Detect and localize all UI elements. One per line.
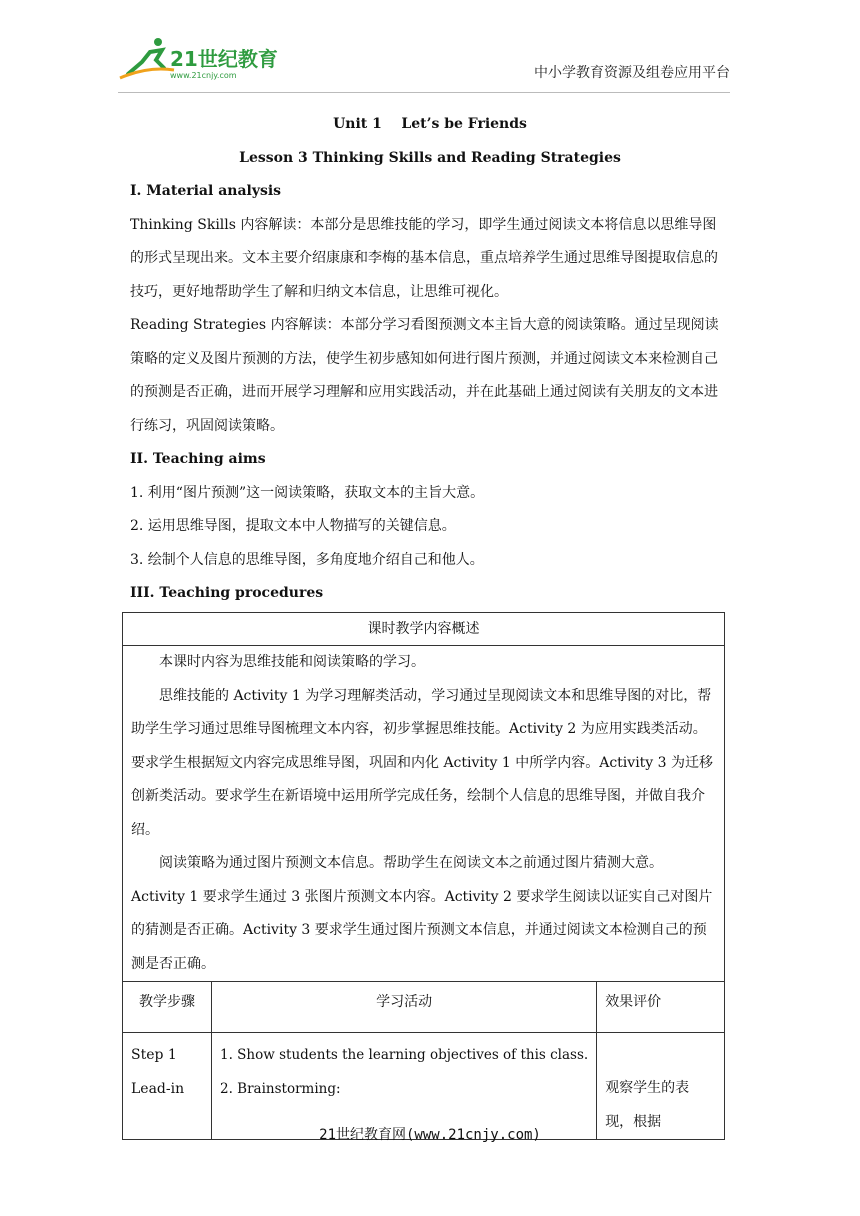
activity-item: 1. Show students the learning objectives of this class. bbox=[220, 1047, 589, 1063]
section-teaching-aims: II. Teaching aims bbox=[130, 451, 266, 467]
col-header-step: 教学步骤 bbox=[123, 982, 212, 1033]
aim-item: 1. 利用“图片预测”这一阅读策略，获取文本的主旨大意。 bbox=[130, 484, 485, 501]
document-body bbox=[130, 108, 730, 611]
unit-title: Unit 1 Let’s be Friends bbox=[333, 116, 527, 132]
platform-name: 中小学教育资源及组卷应用平台 bbox=[534, 65, 730, 81]
eval-cell: 观察学生的表现，根据 bbox=[597, 1033, 725, 1140]
page-header bbox=[0, 0, 860, 100]
col-header-eval: 效果评价 bbox=[597, 982, 725, 1033]
step-number: Step 1 bbox=[131, 1047, 177, 1063]
col-header-activity: 学习活动 bbox=[212, 982, 597, 1033]
reading-strategies-paragraph: Reading Strategies 内容解读：本部分学习看图预测文本主旨大意的阅读策略。通过呈现阅读策略的定义及图片预测的方法，使学生初步感知如何进行图片预测，并通过阅读文本来检测自己的预测是否正确，进而开展学习理解和应用实践活动，并在此基础上通过阅读有关朋友的文本进行练习，巩固阅读策略。 bbox=[130, 317, 719, 434]
runner-logo-icon bbox=[120, 38, 174, 78]
aim-item: 2. 运用思维导图，提取文本中人物描写的关键信息。 bbox=[130, 518, 456, 534]
procedures-table bbox=[122, 612, 725, 1140]
summary-paragraph: 思维技能的 Activity 1 为学习理解类活动，学习通过呈现阅读文本和思维导图的对比，帮助学生学习通过思维导图梳理文本内容，初步掌握思维技能。Activity 2 为应用实践类活动。要求学生根据短文内容完成思维导图，巩固和内化 Activity 1 中所学内容。Activity 3 为迁移创新类活动。要求学生在新语境中运用所学完成任务，绘制个人信息的思维导图，并做自我介绍。 bbox=[131, 687, 714, 838]
lesson-title: Lesson 3 Thinking Skills and Reading Strategies bbox=[239, 149, 621, 166]
svg-text:www.21cnjy.com: www.21cnjy.com bbox=[170, 71, 237, 80]
activity-item: 2. Brainstorming: bbox=[220, 1080, 341, 1097]
thinking-skills-paragraph: Thinking Skills 内容解读：本部分是思维技能的学习，即学生通过阅读文本将信息以思维导图的形式呈现出来。文本主要介绍康康和李梅的基本信息，重点培养学生通过思维导图提取信息的技巧，更好地帮助学生了解和归纳文本信息，让思维可视化。 bbox=[130, 216, 718, 300]
logo bbox=[118, 36, 288, 84]
summary-paragraph: 本课时内容为思维技能和阅读策略的学习。 bbox=[159, 654, 425, 670]
summary-paragraph: 阅读策略为通过图片预测文本信息。帮助学生在阅读文本之前通过图片猜测大意。Activity 1 要求学生通过 3 张图片预测文本内容。Activity 2 要求学生阅读以证实自己对图片的猜测是否正确。Activity 3 要求学生通过图片预测文本信息，并通过阅读文本检测自己的预测是否正确。 bbox=[131, 855, 713, 972]
step-name: Lead-in bbox=[131, 1080, 185, 1097]
summary-title: 课时教学内容概述 bbox=[123, 613, 725, 646]
aim-item: 3. 绘制个人信息的思维导图，多角度地介绍自己和他人。 bbox=[130, 551, 484, 568]
summary-cell bbox=[123, 646, 725, 982]
header-divider bbox=[118, 92, 730, 93]
svg-text:21世纪教育: 21世纪教育 bbox=[170, 47, 278, 71]
section-material-analysis: I. Material analysis bbox=[130, 183, 282, 199]
page-footer: 21世纪教育网(www.21cnjy.com) bbox=[319, 1127, 541, 1143]
section-teaching-procedures: III. Teaching procedures bbox=[130, 585, 324, 601]
